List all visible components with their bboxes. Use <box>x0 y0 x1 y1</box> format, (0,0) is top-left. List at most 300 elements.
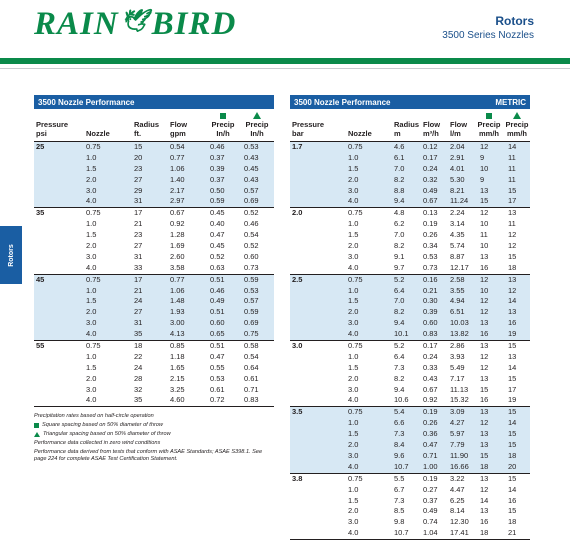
table-cell: 5.30 <box>450 174 465 184</box>
table-row <box>34 196 274 207</box>
table-cell: 4.35 <box>450 230 465 240</box>
table-row <box>290 186 530 197</box>
table-cell: 1.0 <box>348 152 359 162</box>
table-cell: 7.3 <box>394 495 405 505</box>
table-cell: 0.67 <box>423 196 438 206</box>
table-cell: 2.0 <box>86 174 97 184</box>
table-row <box>290 296 530 307</box>
col-flow: Flow gpm <box>170 120 188 138</box>
table-cell: 3.00 <box>170 318 185 328</box>
table-title: 3500 Nozzle Performance <box>294 97 391 107</box>
table-cell: 15 <box>508 440 517 450</box>
table-cell: 24 <box>134 362 143 372</box>
table-cell: 4.47 <box>450 484 465 494</box>
table-title: 3500 Nozzle Performance <box>38 97 135 107</box>
table-cell: 0.43 <box>244 174 259 184</box>
table-cell: 0.75 <box>86 208 101 218</box>
table-cell: 0.54 <box>244 351 259 361</box>
table-cell: 7.3 <box>394 362 405 372</box>
table-cell: 16.66 <box>450 461 469 471</box>
table-cell: 0.46 <box>210 285 225 295</box>
table-cell: 23 <box>134 163 143 173</box>
table-cell: 1.93 <box>170 307 185 317</box>
table-cell: 0.53 <box>210 373 225 383</box>
table-cell: 35 <box>134 395 143 405</box>
table-cell: 18 <box>480 461 489 471</box>
table-cell: 2.0 <box>348 174 359 184</box>
table-cell: 0.47 <box>210 351 225 361</box>
rain-bird-logo: RAIN🕊BIRD <box>34 6 237 42</box>
table-cell: 2.04 <box>450 142 465 151</box>
table-cell: 12.17 <box>450 262 469 272</box>
table-cell: 0.55 <box>210 362 225 372</box>
table-row <box>34 164 274 175</box>
table-cell: 0.75 <box>348 142 363 151</box>
nozzle-performance-table <box>34 95 274 407</box>
table-cell: 2.0 <box>348 440 359 450</box>
table-cell: 5.2 <box>394 274 405 284</box>
table-cell: 0.49 <box>210 296 225 306</box>
table-cell: 0.49 <box>423 506 438 516</box>
table-cell: 3.0 <box>348 384 359 394</box>
table-cell: 3.93 <box>450 351 465 361</box>
table-cell: 6.4 <box>394 285 405 295</box>
table-cell: 14 <box>508 362 517 372</box>
table-row <box>34 318 274 329</box>
table-cell: 5.49 <box>450 362 465 372</box>
table-cell: 35 <box>134 329 143 339</box>
table-cell: 1.0 <box>86 351 97 361</box>
table-row <box>290 219 530 230</box>
table-cell: 29 <box>134 185 143 195</box>
table-cell: 0.32 <box>423 174 438 184</box>
table-cell: 11 <box>508 219 516 229</box>
table-row <box>290 352 530 363</box>
table-cell: 1.18 <box>170 351 185 361</box>
table-row <box>290 374 530 385</box>
table-cell: 13 <box>480 185 489 195</box>
table-cell: 11.24 <box>450 196 469 206</box>
square-icon <box>34 423 39 428</box>
table-cell: 0.63 <box>210 262 225 272</box>
table-cell: 15 <box>508 429 517 439</box>
table-row <box>290 506 530 517</box>
table-cell: 9.4 <box>394 318 405 328</box>
table-cell: 0.24 <box>423 351 438 361</box>
table-row <box>34 263 274 274</box>
table-row <box>290 363 530 374</box>
table-cell: 0.54 <box>170 142 185 151</box>
table-cell: 3.0 <box>348 450 359 460</box>
table-cell: 1.5 <box>86 163 97 173</box>
table-cell: 3.0 <box>348 251 359 261</box>
table-cell: 1.0 <box>86 152 97 162</box>
table-cell: 6.25 <box>450 495 465 505</box>
table-cell: 4.01 <box>450 163 465 173</box>
table-row <box>34 175 274 186</box>
table-cell: 4.8 <box>394 208 405 218</box>
table-row <box>290 429 530 440</box>
square-icon <box>486 113 492 119</box>
pressure-group <box>34 141 274 207</box>
table-cell: 7.17 <box>450 373 465 383</box>
table-cell: 8.2 <box>394 241 405 251</box>
table-row <box>290 440 530 451</box>
table-cell: 2.24 <box>450 208 465 218</box>
table-cell: 11 <box>508 163 516 173</box>
table-cell: 18 <box>508 450 517 460</box>
table-cell: 31 <box>134 196 143 206</box>
table-cell: 1.0 <box>348 285 359 295</box>
table-cell: 9.8 <box>394 517 405 527</box>
table-cell: 1.5 <box>348 495 359 505</box>
table-cell: 17 <box>134 208 143 218</box>
table-cell: 1.06 <box>170 285 185 295</box>
table-cell: 18 <box>480 528 489 538</box>
table-cell: 3.58 <box>170 262 185 272</box>
table-row <box>34 296 274 307</box>
table-cell: 10.1 <box>394 329 409 339</box>
page-title: Rotors <box>495 14 534 28</box>
table-cell: 7.3 <box>394 429 405 439</box>
table-cell: 0.72 <box>210 395 225 405</box>
table-cell: 2.0 <box>348 241 359 251</box>
table-cell: 0.58 <box>244 341 259 351</box>
table-cell: 2.0 <box>86 373 97 383</box>
table-cell: 12 <box>480 307 489 317</box>
pressure-group <box>34 207 274 273</box>
table-cell: 0.69 <box>244 196 259 206</box>
table-cell: 0.75 <box>348 274 363 284</box>
table-cell: 3.25 <box>170 384 185 394</box>
table-cell: 1.5 <box>86 296 97 306</box>
square-icon <box>220 113 226 119</box>
pressure-cell: 25 <box>36 142 45 151</box>
table-cell: 12 <box>508 230 517 240</box>
table-cell: 14 <box>508 484 517 494</box>
table-cell: 15 <box>480 384 489 394</box>
table-cell: 31 <box>134 318 143 328</box>
table-cell: 13 <box>480 473 489 483</box>
table-row <box>34 230 274 241</box>
table-cell: 22 <box>134 351 143 361</box>
pressure-group <box>290 406 530 472</box>
table-cell: 7.0 <box>394 296 405 306</box>
table-cell: 28 <box>134 373 143 383</box>
table-cell: 7.0 <box>394 230 405 240</box>
table-row <box>290 462 530 473</box>
table-cell: 3.0 <box>86 185 97 195</box>
table-cell: 15 <box>480 196 489 206</box>
table-cell: 0.19 <box>423 407 438 417</box>
table-cell: 0.75 <box>86 142 101 151</box>
table-cell: 2.60 <box>170 251 185 261</box>
table-cell: 18 <box>508 262 517 272</box>
table-cell: 1.5 <box>86 230 97 240</box>
col-precip-square: Precip In/h <box>210 113 236 139</box>
col-precip-triangle: Precip In/h <box>244 112 270 139</box>
table-cell: 8.2 <box>394 373 405 383</box>
table-cell: 0.74 <box>423 517 438 527</box>
table-cell: 0.52 <box>210 251 225 261</box>
table-cell: 0.47 <box>423 440 438 450</box>
table-row <box>34 307 274 318</box>
pressure-group <box>290 274 530 340</box>
table-cell: 5.5 <box>394 473 405 483</box>
bird-icon: 🕊 <box>120 8 150 33</box>
table-cell: 15 <box>508 341 517 351</box>
table-cell: 0.34 <box>423 241 438 251</box>
table-cell: 1.5 <box>348 230 359 240</box>
table-cell: 10 <box>480 241 489 251</box>
table-cell: 0.57 <box>244 296 259 306</box>
table-cell: 17 <box>508 384 517 394</box>
table-cell: 5.97 <box>450 429 465 439</box>
table-cell: 8.2 <box>394 174 405 184</box>
table-cell: 1.04 <box>423 528 438 538</box>
table-row <box>290 307 530 318</box>
table-cell: 18 <box>134 341 143 351</box>
pressure-cell: 35 <box>36 208 45 218</box>
table-cell: 0.43 <box>423 373 438 383</box>
table-cell: 4.0 <box>348 329 359 339</box>
table-cell: 0.33 <box>423 362 438 372</box>
table-cell: 0.21 <box>423 285 438 295</box>
table-cell: 20 <box>508 461 517 471</box>
table-cell: 0.40 <box>210 219 225 229</box>
col-radius: Radius m <box>394 120 420 138</box>
table-cell: 0.45 <box>210 208 225 218</box>
table-cell: 21 <box>134 219 143 229</box>
table-cell: 0.59 <box>210 196 225 206</box>
table-cell: 2.86 <box>450 341 465 351</box>
table-cell: 0.27 <box>423 484 438 494</box>
triangle-icon <box>513 112 521 119</box>
table-cell: 8.87 <box>450 251 465 261</box>
table-cell: 0.39 <box>210 163 225 173</box>
table-cell: 13 <box>508 208 517 218</box>
page-subtitle: 3500 Series Nozzles <box>442 30 534 41</box>
col-precip-square: Precip mm/h <box>476 113 502 139</box>
table-cell: 3.09 <box>450 407 465 417</box>
table-cell: 15 <box>508 473 517 483</box>
table-cell: 0.61 <box>210 384 225 394</box>
table-cell: 16 <box>480 395 489 405</box>
table-cell: 2.58 <box>450 274 465 284</box>
table-cell: 4.60 <box>170 395 185 405</box>
table-cell: 2.0 <box>348 373 359 383</box>
table-cell: 0.75 <box>86 274 101 284</box>
table-cell: 16 <box>508 318 517 328</box>
table-cell: 8.5 <box>394 506 405 516</box>
table-cell: 27 <box>134 174 143 184</box>
table-row <box>290 286 530 297</box>
table-cell: 4.6 <box>394 142 405 151</box>
table-cell: 3.22 <box>450 473 465 483</box>
table-row <box>290 241 530 252</box>
table-cell: 5.74 <box>450 241 465 251</box>
table-cell: 4.0 <box>348 262 359 272</box>
table-cell: 6.7 <box>394 484 405 494</box>
table-cell: 0.71 <box>244 384 259 394</box>
table-cell: 4.0 <box>86 262 97 272</box>
table-row <box>34 385 274 396</box>
table-cell: 0.60 <box>210 318 225 328</box>
table-cell: 32 <box>134 384 143 394</box>
table-cell: 0.67 <box>423 384 438 394</box>
column-headers <box>34 109 274 141</box>
table-cell: 12.30 <box>450 517 469 527</box>
table-cell: 0.67 <box>170 208 185 218</box>
table-cell: 0.73 <box>244 262 259 272</box>
table-cell: 12 <box>480 208 489 218</box>
table-cell: 12 <box>480 362 489 372</box>
table-cell: 13.82 <box>450 329 469 339</box>
table-cell: 0.59 <box>244 307 259 317</box>
table-cell: 4.13 <box>170 329 185 339</box>
table-cell: 12 <box>480 418 489 428</box>
pressure-cell: 2.5 <box>292 274 303 284</box>
table-cell: 4.27 <box>450 418 465 428</box>
table-row <box>34 352 274 363</box>
table-cell: 9.4 <box>394 196 405 206</box>
table-cell: 6.4 <box>394 351 405 361</box>
table-cell: 19 <box>508 329 517 339</box>
table-row <box>290 329 530 340</box>
table-cell: 11.13 <box>450 384 469 394</box>
table-cell: 0.19 <box>423 219 438 229</box>
table-cell: 9.7 <box>394 262 405 272</box>
triangle-icon <box>253 112 261 119</box>
table-cell: 6.6 <box>394 418 405 428</box>
table-cell: 9 <box>480 152 485 162</box>
table-cell: 1.28 <box>170 230 185 240</box>
table-cell: 15.32 <box>450 395 469 405</box>
table-row <box>290 175 530 186</box>
table-row <box>290 164 530 175</box>
table-cell: 21 <box>134 285 143 295</box>
table-cell: 0.50 <box>210 185 225 195</box>
table-cell: 7.0 <box>394 163 405 173</box>
table-cell: 0.45 <box>210 241 225 251</box>
table-cell: 4.0 <box>348 196 359 206</box>
table-row <box>34 153 274 164</box>
note-asae: Performance data derived from tests that conform with ASAE Standards; ASAE S398.1. See page 224 for complete ASAE Test Certification Statement. <box>34 449 263 462</box>
table-cell: 8.8 <box>394 185 405 195</box>
table-cell: 1.06 <box>170 163 185 173</box>
table-cell: 11 <box>480 230 488 240</box>
table-cell: 15 <box>508 407 517 417</box>
table-cell: 0.92 <box>423 395 438 405</box>
table-cell: 1.0 <box>348 351 359 361</box>
pressure-cell: 2.0 <box>292 208 303 218</box>
table-cell: 17.41 <box>450 528 469 538</box>
table-cell: 5.2 <box>394 341 405 351</box>
table-cell: 0.51 <box>210 274 225 284</box>
pressure-group <box>290 340 530 406</box>
table-cell: 0.92 <box>170 219 185 229</box>
table-cell: 13 <box>480 251 489 261</box>
table-cell: 1.0 <box>348 484 359 494</box>
table-cell: 21 <box>508 528 517 538</box>
table-cell: 0.43 <box>244 152 259 162</box>
table-cell: 27 <box>134 241 143 251</box>
table-cell: 12 <box>480 296 489 306</box>
table-badge: METRIC <box>495 97 526 107</box>
note-wind: Performance data collected in zero wind conditions <box>34 440 161 446</box>
table-cell: 0.59 <box>244 274 259 284</box>
table-cell: 13 <box>480 341 489 351</box>
header-divider <box>0 58 570 64</box>
col-nozzle: Nozzle <box>348 128 372 138</box>
table-cell: 3.0 <box>86 384 97 394</box>
table-row <box>290 517 530 528</box>
table-cell: 0.83 <box>244 395 259 405</box>
table-row <box>290 407 530 418</box>
table-cell: 4.94 <box>450 296 465 306</box>
table-cell: 0.75 <box>244 329 259 339</box>
table-cell: 3.0 <box>348 318 359 328</box>
table-row <box>290 528 530 539</box>
table-cell: 0.16 <box>423 274 438 284</box>
table-cell: 3.14 <box>450 219 465 229</box>
table-cell: 5.4 <box>394 407 405 417</box>
table-cell: 0.65 <box>210 329 225 339</box>
table-cell: 0.13 <box>423 208 438 218</box>
table-cell: 0.75 <box>86 341 101 351</box>
table-cell: 1.0 <box>348 418 359 428</box>
table-cell: 11 <box>508 152 516 162</box>
table-row <box>290 385 530 396</box>
table-row <box>290 451 530 462</box>
table-cell: 3.0 <box>348 185 359 195</box>
table-cell: 0.77 <box>170 152 185 162</box>
table-cell: 0.12 <box>423 142 438 151</box>
table-cell: 18 <box>508 517 517 527</box>
side-tab: Rotors <box>0 226 22 284</box>
table-cell: 0.26 <box>423 418 438 428</box>
table-cell: 13 <box>508 307 517 317</box>
table-cell: 10.6 <box>394 395 409 405</box>
note-square: Square spacing based on 50% diameter of throw <box>34 421 274 430</box>
table-cell: 2.0 <box>86 241 97 251</box>
table-body <box>290 141 530 539</box>
table-title-bar <box>34 95 274 109</box>
table-cell: 17 <box>508 196 517 206</box>
table-cell: 10 <box>480 285 489 295</box>
table-cell: 1.0 <box>86 219 97 229</box>
table-cell: 1.00 <box>423 461 438 471</box>
table-cell: 12 <box>480 484 489 494</box>
table-cell: 0.53 <box>244 142 259 151</box>
table-cell: 0.19 <box>423 473 438 483</box>
note-triangle: Triangular spacing based on 50% diameter of throw <box>34 430 274 439</box>
table-cell: 1.40 <box>170 174 185 184</box>
table-cell: 27 <box>134 307 143 317</box>
table-cell: 12 <box>508 241 517 251</box>
table-cell: 0.17 <box>423 152 438 162</box>
col-nozzle: Nozzle <box>86 128 110 138</box>
table-cell: 0.54 <box>244 230 259 240</box>
table-cell: 3.55 <box>450 285 465 295</box>
table-cell: 0.73 <box>423 262 438 272</box>
table-cell: 1.5 <box>348 296 359 306</box>
table-row <box>290 418 530 429</box>
table-row <box>34 252 274 263</box>
table-cell: 13 <box>508 274 517 284</box>
table-cell: 1.69 <box>170 241 185 251</box>
table-cell: 10.7 <box>394 461 409 471</box>
